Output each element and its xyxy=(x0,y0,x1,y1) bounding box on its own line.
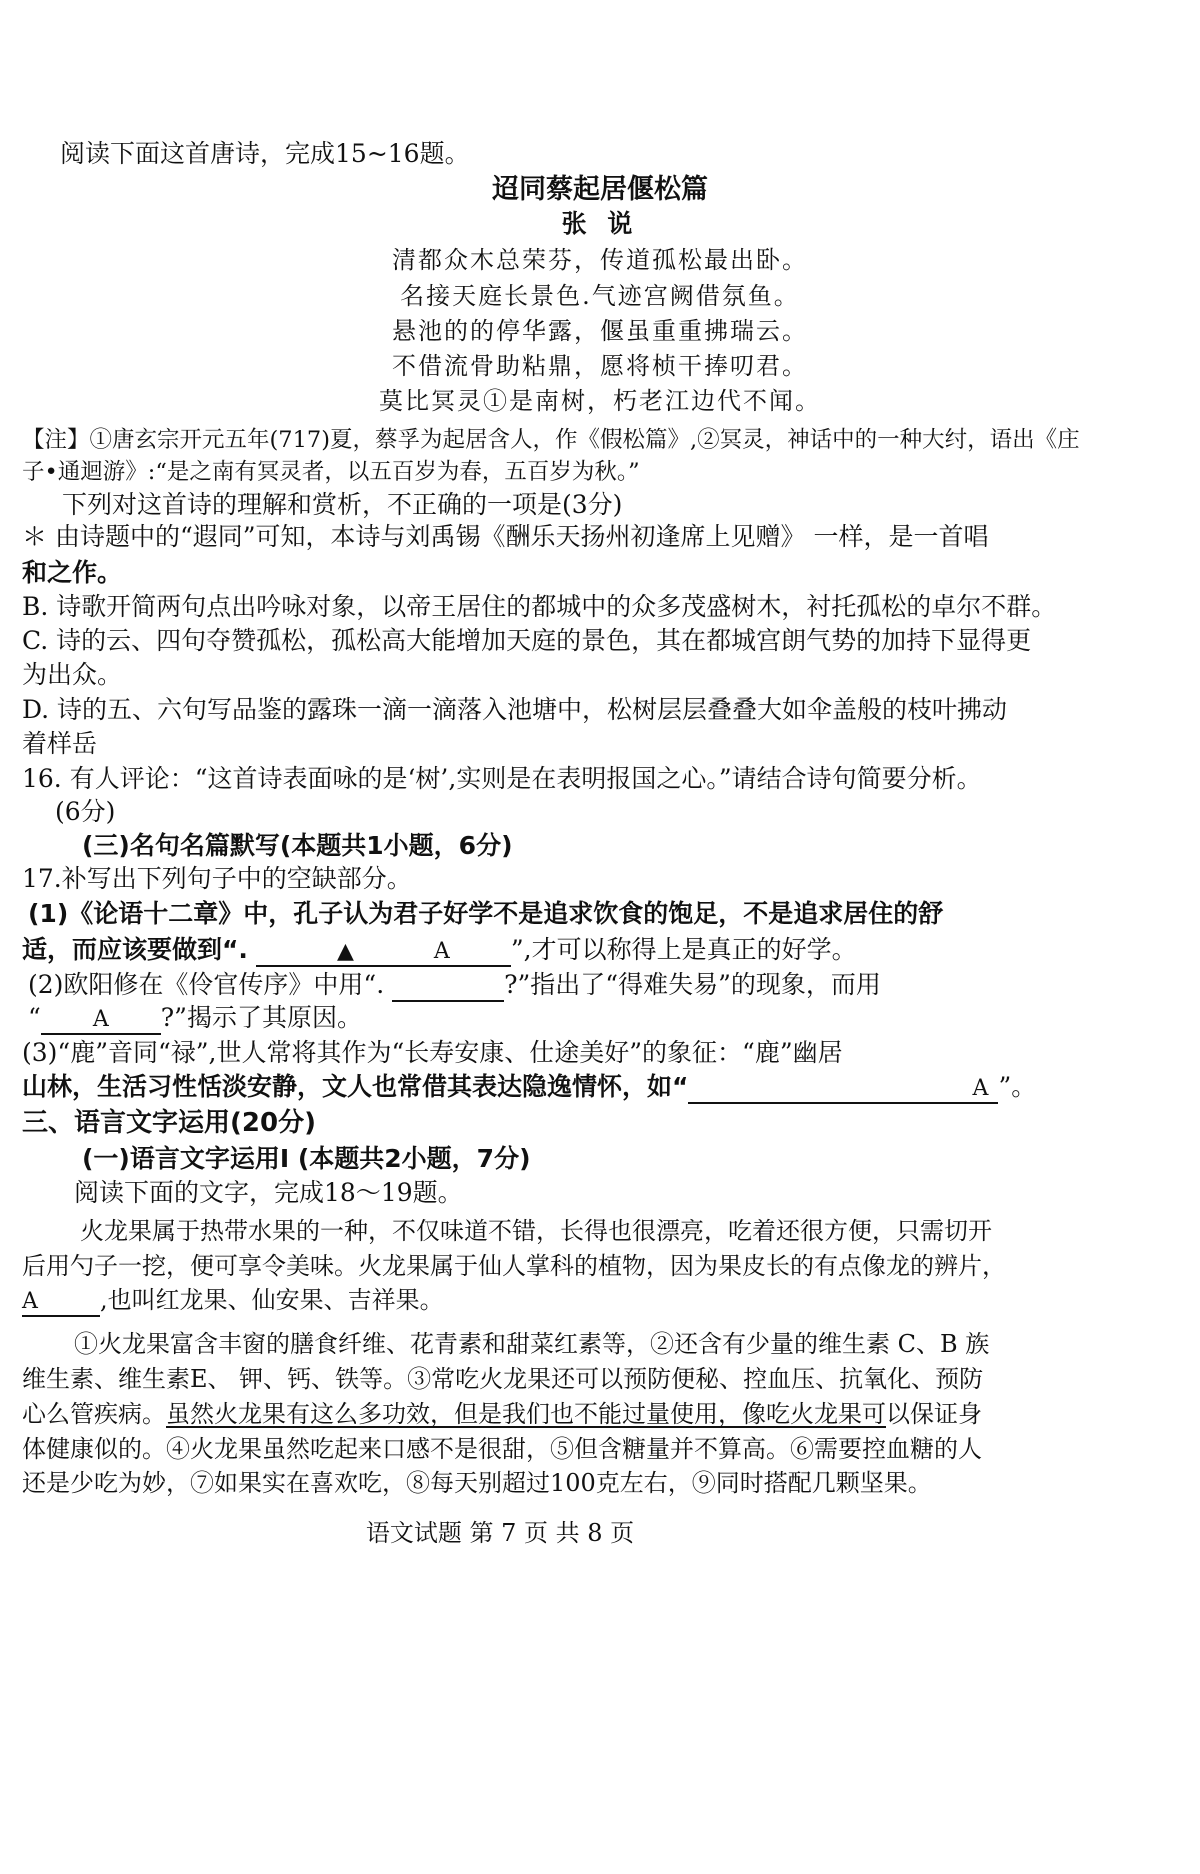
poem-line: 名接天庭长景色.气迹宫阙借氛鱼。 xyxy=(400,282,800,310)
q15-option-a: ＊ 由诗题中的“遐同”可知，本诗与刘禹锡《酬乐天扬州初逢席上见赠》 一样，是一首唱 xyxy=(22,522,989,551)
q17-part3: (3)“鹿”音同“禄”,世人常将其作为“长寿安康、仕途美好”的象征：“鹿”幽居 xyxy=(22,1038,843,1067)
q15-stem: 下列对这首诗的理解和赏析，不正确的一项是(3分) xyxy=(62,490,623,519)
q17-blank-2[interactable] xyxy=(392,974,504,1002)
poem-note: 【注】①唐玄宗开元五年(717)夏，蔡孚为起居含人，作《假松篇》,②冥灵，神话中的一种大纣，语出《庄 xyxy=(22,427,1080,453)
q15-option-d: D. 诗的五、六句写品鉴的露珠一滴一滴落入池塘中，松树层层叠叠大如伞盖般的枝叶拂动 xyxy=(22,695,1008,724)
blank-label: A xyxy=(433,939,450,964)
q15-option-a-cont: 和之作。 xyxy=(22,558,123,587)
blank-label: A xyxy=(22,1289,38,1314)
q15-option-d-cont: 着样岳 xyxy=(22,729,98,758)
reading-intro: 阅读下面这首唐诗，完成15~16题。 xyxy=(60,139,470,168)
blank-label: A xyxy=(92,1007,109,1032)
q17-part2-end: ?”揭示了其原因。 xyxy=(160,1003,362,1032)
poem-line: 悬池的的停华露，偃虽重重拂瑞云。 xyxy=(392,317,808,345)
passage-paragraph-line: 体健康似的。④火龙果虽然吃起来口感不是很甜，⑤但含糖量并不算高。⑥需要控血糖的人 xyxy=(22,1435,982,1463)
section-heading: (三)名句名篇默写(本题共1小题，6分) xyxy=(82,831,513,860)
q16-points: (6分) xyxy=(55,797,116,826)
q17-part1-end: ”,才可以称得上是真正的好学。 xyxy=(510,935,857,964)
q17-blank-4[interactable] xyxy=(688,1076,998,1104)
passage-paragraph-2: ①火龙果富含丰窗的膳食纤维、花青素和甜菜红素等，②还含有少量的维生素 C、B 族 xyxy=(74,1330,990,1358)
passage-paragraph-line xyxy=(22,1397,982,1431)
passage-text: ,也叫红龙果、仙安果、吉祥果。 xyxy=(100,1286,444,1314)
blank-label: A xyxy=(972,1076,989,1101)
part-heading: 三、语言文字运用(20分) xyxy=(22,1108,316,1138)
q17-part1-text: 适，而应该要做到“. xyxy=(22,935,248,964)
passage-paragraph-line: 维生素、维生素E、 钾、钙、铁等。③常吃火龙果还可以预防便秘、控血压、抗氧化、预防 xyxy=(22,1365,984,1393)
poem-note-cont: 子•通迴游》:“是之南有冥灵者，以五百岁为春，五百岁为秋。” xyxy=(22,459,640,485)
poem-line: 清都众木总荣芬，传道孤松最出卧。 xyxy=(392,246,808,274)
underlined-sentence: 虽然火龙果有这么多功效，但是我们也不能过量使用，像吃火龙果可 xyxy=(166,1400,886,1428)
quote-open: “ xyxy=(28,1003,41,1032)
q18-blank-a[interactable] xyxy=(22,1289,100,1317)
poem-line: 莫比冥灵①是南树，朽老江边代不闻。 xyxy=(379,387,821,415)
q17-part1-cont xyxy=(22,933,857,967)
passage-paragraph-line: 后用勺子一挖，便可享令美味。火龙果属于仙人掌科的植物，因为果皮长的有点像龙的辨片， xyxy=(22,1252,1006,1280)
page-footer: 语文试题 第 7 页 共 8 页 xyxy=(365,1519,635,1547)
passage-text: 以保证身 xyxy=(886,1400,982,1428)
passage-text: 心么管疾病。 xyxy=(22,1400,166,1428)
passage-paragraph: 火龙果属于热带水果的一种，不仅味道不错，长得也很漂亮，吃着还很方便，只需切开 xyxy=(80,1217,992,1245)
q17-blank-1[interactable] xyxy=(256,939,511,967)
q15-option-c-cont: 为出众。 xyxy=(22,660,123,689)
q17-part2 xyxy=(28,968,881,1002)
q17-part2-cont xyxy=(28,1001,362,1035)
q17-part1: (1)《论语十二章》中，孔子认为君子好学不是追求饮食的饱足，不是追求居住的舒 xyxy=(28,899,944,928)
q17-stem: 17.补写出下列句子中的空缺部分。 xyxy=(22,864,412,893)
poem-title: 迢同蔡起居偃松篇 xyxy=(492,174,708,205)
poem-author: 张 说 xyxy=(561,209,639,238)
subsection-heading: (一)语言文字运用I (本题共2小题，7分) xyxy=(82,1144,531,1173)
triangle-marker-icon: ▲ xyxy=(336,939,354,964)
q17-part3-end: ”。 xyxy=(998,1072,1037,1101)
q17-part2-text-b: ?”指出了“得难失易”的现象，而用 xyxy=(504,970,881,999)
passage-paragraph-line: 还是少吃为妙，⑦如果实在喜欢吃，⑧每天别超过100克左右，⑨同时搭配几颗坚果。 xyxy=(22,1469,932,1497)
q17-part2-text: (2)欧阳修在《伶官传序》中用“. xyxy=(28,970,385,999)
q17-blank-3[interactable] xyxy=(41,1007,161,1035)
q17-part3-text: 山林，生活习性恬淡安静，文人也常借其表达隐逸情怀，如“ xyxy=(22,1072,689,1101)
passage-paragraph-line xyxy=(22,1283,444,1317)
poem-line: 不借流骨助粘鼎，愿将桢干捧叨君。 xyxy=(392,352,808,380)
passage-intro: 阅读下面的文字，完成18～19题。 xyxy=(74,1178,463,1207)
q15-option-b: B. 诗歌开简两句点出吟咏对象，以帝王居住的都城中的众多茂盛树木，衬托孤松的卓尔不群。 xyxy=(22,592,1057,621)
q15-option-c: C. 诗的云、四句夺赞孤松，孤松高大能增加天庭的景色，其在都城宫朗气势的加持下显得更 xyxy=(22,626,1032,655)
q17-part3-cont xyxy=(22,1070,1036,1104)
q16-stem: 16. 有人评论：“这首诗表面咏的是‘树’,实则是在表明报国之心。”请结合诗句简要分析。 xyxy=(22,764,982,793)
